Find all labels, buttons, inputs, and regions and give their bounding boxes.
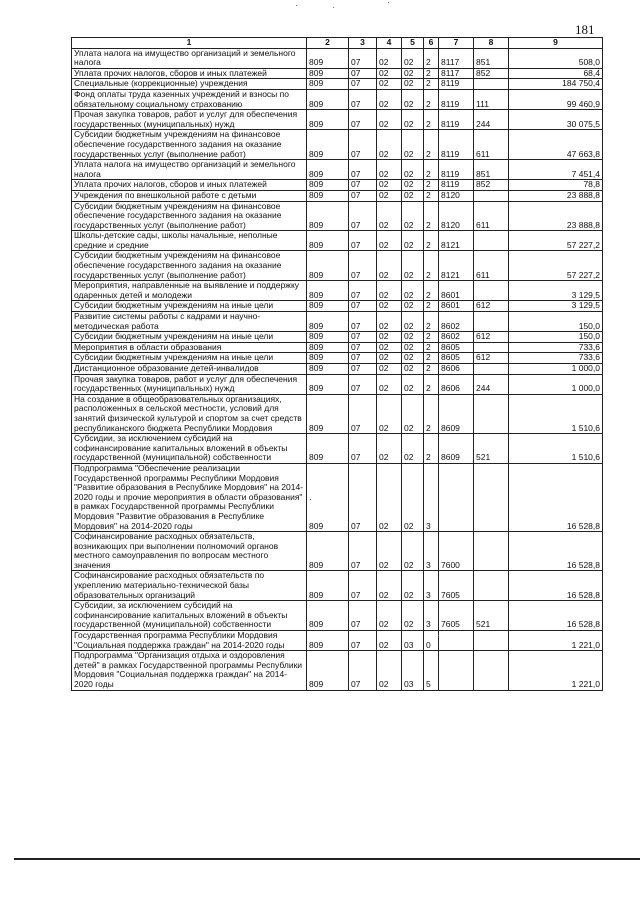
ministry-code-cell: 809: [307, 201, 349, 231]
subprogram-code-cell: 2: [424, 110, 439, 130]
target-code-cell: 8119: [439, 110, 474, 130]
ministry-code-cell: 809: [307, 160, 349, 180]
column-header-5: 5: [402, 38, 424, 49]
subsection-code-cell: 02: [377, 463, 402, 531]
scan-speck: [438, 635, 439, 636]
amount-cell: 733,6: [509, 353, 603, 364]
amount-cell: 3 129,5: [509, 301, 603, 312]
program-code-cell: 02: [402, 601, 424, 631]
subsection-code-cell: 02: [377, 374, 402, 394]
subprogram-code-cell: 2: [424, 374, 439, 394]
ministry-code-cell: 809: [307, 332, 349, 343]
target-code-cell: 8121: [439, 231, 474, 251]
section-code-cell: 07: [349, 110, 377, 130]
subprogram-code-cell: 2: [424, 180, 439, 191]
section-code-cell: 07: [349, 160, 377, 180]
subsection-code-cell: 02: [377, 394, 402, 433]
table-row: [72, 571, 603, 601]
amount-cell: 1 221,0: [509, 651, 603, 690]
amount-cell: 508,0: [509, 48, 603, 68]
table-row: [72, 463, 603, 531]
header-row: [72, 38, 603, 49]
target-code-cell: 8601: [439, 281, 474, 301]
subsection-code-cell: 02: [377, 353, 402, 364]
expense-type-code-cell: 612: [474, 332, 509, 343]
item-name-cell: Специальные (коррекционные) учреждения: [72, 79, 307, 90]
expense-type-code-cell: [474, 231, 509, 251]
expense-type-code-cell: 611: [474, 201, 509, 231]
section-code-cell: 07: [349, 374, 377, 394]
amount-cell: 16 528,8: [509, 463, 603, 531]
ministry-code-cell: 809: [307, 190, 349, 201]
subprogram-code-cell: 2: [424, 68, 439, 79]
expense-type-code-cell: 244: [474, 110, 509, 130]
subsection-code-cell: 02: [377, 79, 402, 90]
section-code-cell: 07: [349, 301, 377, 312]
amount-cell: 733,6: [509, 342, 603, 353]
ministry-code-cell: 809: [307, 281, 349, 301]
column-header-6: 6: [424, 38, 439, 49]
expense-type-code-cell: [474, 631, 509, 651]
column-header-1: 1: [72, 38, 307, 49]
subsection-code-cell: 02: [377, 631, 402, 651]
subsection-code-cell: 02: [377, 190, 402, 201]
section-code-cell: 07: [349, 571, 377, 601]
table-row: [72, 374, 603, 394]
expense-type-code-cell: 611: [474, 251, 509, 281]
ministry-code-cell: 809: [307, 251, 349, 281]
scan-speck: [296, 5, 297, 6]
table-row: [72, 631, 603, 651]
program-code-cell: 02: [402, 231, 424, 251]
target-code-cell: 8609: [439, 394, 474, 433]
subprogram-code-cell: 2: [424, 201, 439, 231]
section-code-cell: 07: [349, 312, 377, 332]
program-code-cell: 02: [402, 68, 424, 79]
ministry-code-cell: 809: [307, 48, 349, 68]
target-code-cell: 8602: [439, 312, 474, 332]
amount-cell: 1 000,0: [509, 364, 603, 375]
item-name-cell: Уплата прочих налогов, сборов и иных платежей: [72, 68, 307, 79]
scan-speck: [333, 7, 334, 8]
subsection-code-cell: 02: [377, 48, 402, 68]
table-row: [72, 394, 603, 433]
subsection-code-cell: 02: [377, 434, 402, 464]
subprogram-code-cell: 2: [424, 332, 439, 343]
program-code-cell: 02: [402, 353, 424, 364]
program-code-cell: 02: [402, 532, 424, 571]
column-header-9: 9: [509, 38, 603, 49]
amount-cell: 16 528,8: [509, 601, 603, 631]
item-name-cell: Субсидии бюджетным учреждениям на иные цели: [72, 301, 307, 312]
target-code-cell: 8117: [439, 68, 474, 79]
subprogram-code-cell: 2: [424, 301, 439, 312]
subprogram-code-cell: 2: [424, 130, 439, 160]
item-name-cell: Подпрограмма "Организация отдыха и оздоровления детей" в рамках Государственной программы Республики Мордовия "Социальная поддержка граждан" на 2014-2020 годы: [72, 651, 307, 690]
expense-type-code-cell: [474, 190, 509, 201]
program-code-cell: 02: [402, 374, 424, 394]
target-code-cell: 8117: [439, 48, 474, 68]
section-code-cell: 07: [349, 394, 377, 433]
target-code-cell: 7600: [439, 532, 474, 571]
subsection-code-cell: 02: [377, 251, 402, 281]
subsection-code-cell: 02: [377, 180, 402, 191]
subsection-code-cell: 02: [377, 89, 402, 109]
item-name-cell: Прочая закупка товаров, работ и услуг для обеспечения государственных (муниципальных) нужд: [72, 374, 307, 394]
item-name-cell: Уплата налога на имущество организаций и земельного налога: [72, 160, 307, 180]
table-row: [72, 281, 603, 301]
expense-type-code-cell: 111: [474, 89, 509, 109]
column-header-4: 4: [377, 38, 402, 49]
amount-cell: 1 510,6: [509, 434, 603, 464]
expense-type-code-cell: [474, 394, 509, 433]
subprogram-code-cell: 5: [424, 651, 439, 690]
target-code-cell: 8119: [439, 130, 474, 160]
program-code-cell: 02: [402, 130, 424, 160]
table-row: [72, 312, 603, 332]
subprogram-code-cell: 3: [424, 463, 439, 531]
ministry-code-cell: 809: [307, 434, 349, 464]
subsection-code-cell: 02: [377, 571, 402, 601]
subprogram-code-cell: 2: [424, 394, 439, 433]
page-number: 181: [575, 22, 595, 37]
item-name-cell: Уплата налога на имущество организаций и земельного налога: [72, 48, 307, 68]
program-code-cell: 02: [402, 281, 424, 301]
subsection-code-cell: 02: [377, 231, 402, 251]
program-code-cell: 03: [402, 631, 424, 651]
expense-type-code-cell: 851: [474, 48, 509, 68]
item-name-cell: Субсидии бюджетным учреждениям на иные цели: [72, 332, 307, 343]
table-row: [72, 434, 603, 464]
target-code-cell: 8601: [439, 301, 474, 312]
table-row: [72, 190, 603, 201]
section-code-cell: 07: [349, 631, 377, 651]
ministry-code-cell: 809: [307, 312, 349, 332]
table-body: [72, 48, 603, 690]
ministry-code-cell: 809: [307, 353, 349, 364]
subprogram-code-cell: 2: [424, 190, 439, 201]
subsection-code-cell: 02: [377, 364, 402, 375]
table-row: [72, 532, 603, 571]
ministry-code-cell: 809: [307, 532, 349, 571]
ministry-code-cell: 809: [307, 79, 349, 90]
target-code-cell: [439, 651, 474, 690]
ministry-code-cell: 809: [307, 231, 349, 251]
expense-type-code-cell: 521: [474, 434, 509, 464]
item-name-cell: Государственная программа Республики Мордовия "Социальная поддержка граждан" на 2014-2020 годы: [72, 631, 307, 651]
table-row: [72, 332, 603, 343]
ministry-code-cell: 809: [307, 651, 349, 690]
expense-type-code-cell: 851: [474, 160, 509, 180]
expense-type-code-cell: 852: [474, 68, 509, 79]
ministry-code-cell: 809: [307, 180, 349, 191]
subsection-code-cell: 02: [377, 332, 402, 343]
table-row: [72, 651, 603, 690]
target-code-cell: 8606: [439, 364, 474, 375]
program-code-cell: 02: [402, 89, 424, 109]
item-name-cell: Субсидии бюджетным учреждениям на финансовое обеспечение государственного задания на оказание государственных услуг (выполнение работ): [72, 251, 307, 281]
amount-cell: 23 888,8: [509, 201, 603, 231]
subsection-code-cell: 02: [377, 532, 402, 571]
amount-cell: 3 129,5: [509, 281, 603, 301]
section-code-cell: 07: [349, 130, 377, 160]
item-name-cell: Развитие системы работы с кадрами и научно-методическая работа: [72, 312, 307, 332]
program-code-cell: 02: [402, 79, 424, 90]
program-code-cell: 02: [402, 434, 424, 464]
item-name-cell: Уплата прочих налогов, сборов и иных платежей: [72, 180, 307, 191]
expense-type-code-cell: 521: [474, 601, 509, 631]
table-row: [72, 251, 603, 281]
subprogram-code-cell: 2: [424, 79, 439, 90]
target-code-cell: 7605: [439, 571, 474, 601]
table-row: [72, 79, 603, 90]
amount-cell: 16 528,8: [509, 571, 603, 601]
expense-type-code-cell: 244: [474, 374, 509, 394]
program-code-cell: 02: [402, 342, 424, 353]
scan-speck: [310, 499, 311, 500]
amount-cell: 1 000,0: [509, 374, 603, 394]
budget-table: [71, 37, 603, 691]
table-row: [72, 130, 603, 160]
program-code-cell: 03: [402, 651, 424, 690]
ministry-code-cell: 809: [307, 463, 349, 531]
subsection-code-cell: 02: [377, 601, 402, 631]
amount-cell: 7 451,4: [509, 160, 603, 180]
subprogram-code-cell: 2: [424, 281, 439, 301]
item-name-cell: На создание в общеобразовательных организациях, расположенных в сельской местности, условий для занятий физической культурой и спортом за счет средств республиканского бюджета Республики Мордовия: [72, 394, 307, 433]
item-name-cell: Субсидии, за исключением субсидий на софинансирование капитальных вложений в объекты государственной (муниципальной) собственности: [72, 434, 307, 464]
section-code-cell: 07: [349, 353, 377, 364]
ministry-code-cell: 809: [307, 130, 349, 160]
table-row: [72, 48, 603, 68]
subprogram-code-cell: 2: [424, 160, 439, 180]
scan-speck: [388, 2, 389, 3]
amount-cell: 57 227,2: [509, 251, 603, 281]
section-code-cell: 07: [349, 48, 377, 68]
subprogram-code-cell: 2: [424, 312, 439, 332]
expense-type-code-cell: 612: [474, 301, 509, 312]
program-code-cell: 02: [402, 48, 424, 68]
item-name-cell: Софинансирование расходных обязательств по укреплению материально-технической базы образовательных организаций: [72, 571, 307, 601]
section-code-cell: 07: [349, 251, 377, 281]
section-code-cell: 07: [349, 601, 377, 631]
ministry-code-cell: 809: [307, 364, 349, 375]
program-code-cell: 02: [402, 394, 424, 433]
ministry-code-cell: 809: [307, 68, 349, 79]
target-code-cell: 8121: [439, 251, 474, 281]
section-code-cell: 07: [349, 231, 377, 251]
section-code-cell: 07: [349, 532, 377, 571]
program-code-cell: 02: [402, 364, 424, 375]
subprogram-code-cell: 0: [424, 631, 439, 651]
expense-type-code-cell: [474, 342, 509, 353]
ministry-code-cell: 809: [307, 374, 349, 394]
target-code-cell: [439, 463, 474, 531]
expense-type-code-cell: 612: [474, 353, 509, 364]
section-code-cell: 07: [349, 364, 377, 375]
ministry-code-cell: 809: [307, 89, 349, 109]
item-name-cell: Школы-детские сады, школы начальные, неполные средние и средние: [72, 231, 307, 251]
table-row: [72, 201, 603, 231]
expense-type-code-cell: [474, 651, 509, 690]
table-row: [72, 68, 603, 79]
item-name-cell: Фонд оплаты труда казенных учреждений и взносы по обязательному социальному страхованию: [72, 89, 307, 109]
program-code-cell: 02: [402, 160, 424, 180]
table-row: [72, 110, 603, 130]
program-code-cell: 02: [402, 312, 424, 332]
amount-cell: 68,4: [509, 68, 603, 79]
target-code-cell: 8120: [439, 190, 474, 201]
section-code-cell: 07: [349, 281, 377, 301]
target-code-cell: 8606: [439, 374, 474, 394]
table-row: [72, 89, 603, 109]
expense-type-code-cell: 611: [474, 130, 509, 160]
section-code-cell: 07: [349, 180, 377, 191]
item-name-cell: Подпрограмма "Обеспечение реализации Государственной программы Республики Мордовия "Развитие образования в Республике Мордовия" на 2014-2020 годы и прочие мероприятия в области образования" в рамках Государственной программы Республики Мордовия "Развитие образования в Республике Мордовия" на 2014-2020 годы: [72, 463, 307, 531]
item-name-cell: Субсидии бюджетным учреждениям на иные цели: [72, 353, 307, 364]
amount-cell: 184 750,4: [509, 79, 603, 90]
amount-cell: 47 663,8: [509, 130, 603, 160]
subprogram-code-cell: 3: [424, 571, 439, 601]
section-code-cell: 07: [349, 434, 377, 464]
item-name-cell: Прочая закупка товаров, работ и услуг для обеспечения государственных (муниципальных) нужд: [72, 110, 307, 130]
section-code-cell: 07: [349, 342, 377, 353]
page-bottom-rule: [14, 858, 640, 860]
program-code-cell: 02: [402, 463, 424, 531]
program-code-cell: 02: [402, 180, 424, 191]
program-code-cell: 02: [402, 190, 424, 201]
subprogram-code-cell: 2: [424, 342, 439, 353]
subsection-code-cell: 02: [377, 312, 402, 332]
target-code-cell: 7605: [439, 601, 474, 631]
subprogram-code-cell: 2: [424, 231, 439, 251]
amount-cell: 57 227,2: [509, 231, 603, 251]
item-name-cell: Мероприятия, направленные на выявление и поддержку одаренных детей и молодежи: [72, 281, 307, 301]
subprogram-code-cell: 3: [424, 601, 439, 631]
subprogram-code-cell: 2: [424, 353, 439, 364]
item-name-cell: Учреждения по внешкольной работе с детьми: [72, 190, 307, 201]
expense-type-code-cell: [474, 532, 509, 571]
program-code-cell: 02: [402, 301, 424, 312]
subsection-code-cell: 02: [377, 301, 402, 312]
subsection-code-cell: 02: [377, 281, 402, 301]
column-header-8: 8: [474, 38, 509, 49]
subsection-code-cell: 02: [377, 342, 402, 353]
item-name-cell: Дистанционное образование детей-инвалидов: [72, 364, 307, 375]
amount-cell: 150,0: [509, 332, 603, 343]
subprogram-code-cell: 2: [424, 251, 439, 281]
ministry-code-cell: 809: [307, 571, 349, 601]
section-code-cell: 07: [349, 463, 377, 531]
program-code-cell: 02: [402, 332, 424, 343]
table-row: [72, 601, 603, 631]
expense-type-code-cell: 852: [474, 180, 509, 191]
target-code-cell: [439, 631, 474, 651]
target-code-cell: 8119: [439, 79, 474, 90]
section-code-cell: 07: [349, 79, 377, 90]
section-code-cell: 07: [349, 201, 377, 231]
item-name-cell: Софинансирование расходных обязательств, возникающих при выполнении полномочий органов местного самоуправления по вопросам местного значения: [72, 532, 307, 571]
subprogram-code-cell: 2: [424, 434, 439, 464]
subsection-code-cell: 02: [377, 160, 402, 180]
ministry-code-cell: 809: [307, 301, 349, 312]
expense-type-code-cell: [474, 571, 509, 601]
item-name-cell: Мероприятия в области образования: [72, 342, 307, 353]
ministry-code-cell: 809: [307, 631, 349, 651]
amount-cell: 99 460,9: [509, 89, 603, 109]
subsection-code-cell: 02: [377, 201, 402, 231]
ministry-code-cell: 809: [307, 342, 349, 353]
target-code-cell: 8609: [439, 434, 474, 464]
amount-cell: 78,8: [509, 180, 603, 191]
program-code-cell: 02: [402, 201, 424, 231]
expense-type-code-cell: [474, 364, 509, 375]
item-name-cell: Субсидии бюджетным учреждениям на финансовое обеспечение государственного задания на оказание государственных услуг (выполнение работ): [72, 130, 307, 160]
table-row: [72, 231, 603, 251]
subsection-code-cell: 02: [377, 130, 402, 160]
table-row: [72, 301, 603, 312]
amount-cell: 1 510,6: [509, 394, 603, 433]
section-code-cell: 07: [349, 89, 377, 109]
amount-cell: 150,0: [509, 312, 603, 332]
item-name-cell: Субсидии, за исключением субсидий на софинансирование капитальных вложений в объекты государственной (муниципальной) собственности: [72, 601, 307, 631]
expense-type-code-cell: [474, 281, 509, 301]
target-code-cell: 8120: [439, 201, 474, 231]
subprogram-code-cell: 2: [424, 48, 439, 68]
column-header-7: 7: [439, 38, 474, 49]
program-code-cell: 02: [402, 251, 424, 281]
target-code-cell: 8119: [439, 160, 474, 180]
target-code-cell: 8602: [439, 332, 474, 343]
expense-type-code-cell: [474, 463, 509, 531]
expense-type-code-cell: [474, 79, 509, 90]
subsection-code-cell: 02: [377, 110, 402, 130]
subsection-code-cell: 02: [377, 651, 402, 690]
ministry-code-cell: 809: [307, 601, 349, 631]
amount-cell: 16 528,8: [509, 532, 603, 571]
target-code-cell: 8119: [439, 89, 474, 109]
table-row: [72, 160, 603, 180]
target-code-cell: 8605: [439, 342, 474, 353]
ministry-code-cell: 809: [307, 110, 349, 130]
ministry-code-cell: 809: [307, 394, 349, 433]
section-code-cell: 07: [349, 651, 377, 690]
program-code-cell: 02: [402, 110, 424, 130]
subprogram-code-cell: 2: [424, 89, 439, 109]
table-row: [72, 180, 603, 191]
subprogram-code-cell: 2: [424, 364, 439, 375]
table-row: [72, 353, 603, 364]
table-row: [72, 342, 603, 353]
subprogram-code-cell: 3: [424, 532, 439, 571]
subsection-code-cell: 02: [377, 68, 402, 79]
table-row: [72, 364, 603, 375]
amount-cell: 1 221,0: [509, 631, 603, 651]
section-code-cell: 07: [349, 68, 377, 79]
column-header-2: 2: [307, 38, 349, 49]
section-code-cell: 07: [349, 332, 377, 343]
amount-cell: 30 075,5: [509, 110, 603, 130]
amount-cell: 23 888,8: [509, 190, 603, 201]
target-code-cell: 8605: [439, 353, 474, 364]
column-header-3: 3: [349, 38, 377, 49]
item-name-cell: Субсидии бюджетным учреждениям на финансовое обеспечение государственного задания на оказание государственных услуг (выполнение работ): [72, 201, 307, 231]
program-code-cell: 02: [402, 571, 424, 601]
target-code-cell: 8119: [439, 180, 474, 191]
section-code-cell: 07: [349, 190, 377, 201]
expense-type-code-cell: [474, 312, 509, 332]
